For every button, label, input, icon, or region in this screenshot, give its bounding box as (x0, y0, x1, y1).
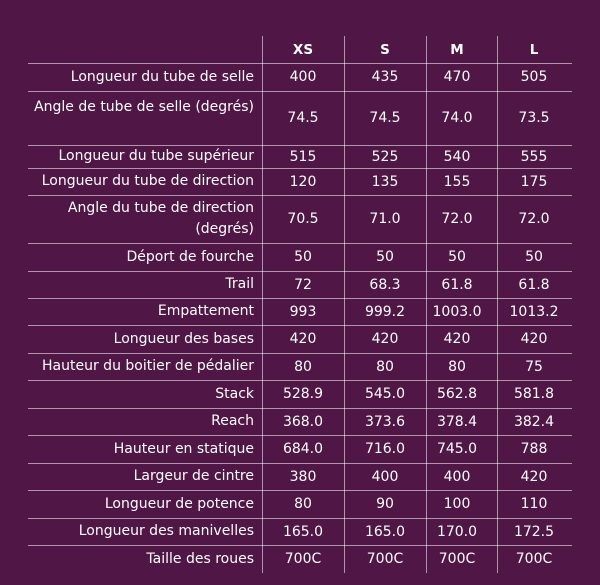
row-label: Longueur du tube de direction (41, 173, 254, 189)
cell-s: 700C (366, 551, 404, 567)
cell-m: 1003.0 (432, 303, 482, 320)
cell-s: 68.3 (369, 276, 401, 293)
cell-l: 700C (515, 551, 553, 567)
column-header-xs: XS (292, 42, 314, 58)
row-label: Taille des roues (146, 550, 254, 567)
cell-m: 745.0 (436, 441, 478, 457)
cell-m: 80 (448, 358, 466, 375)
cell-xs: 368.0 (282, 413, 324, 430)
cell-l: 420 (520, 331, 548, 347)
row-label: Longueur du tube supérieur (58, 148, 254, 164)
row-label: Largeur de cintre (133, 468, 254, 484)
cell-s: 420 (371, 331, 399, 347)
cell-xs: 400 (289, 69, 317, 85)
row-divider (28, 168, 572, 169)
row-label: Angle de tube de selle (degrés) (34, 99, 254, 115)
row-divider (28, 408, 572, 409)
cell-xs: 70.5 (287, 211, 319, 227)
cell-m: 400 (443, 468, 471, 485)
cell-m: 61.8 (441, 276, 473, 293)
cell-xs: 80 (294, 358, 312, 375)
cell-m: 470 (443, 69, 471, 85)
row-label: Déport de fourche (126, 248, 254, 265)
row-label: Angle du tube de direction (degrés) (67, 200, 254, 237)
row-label: Reach (211, 413, 254, 429)
cell-l: 555 (520, 148, 548, 165)
row-divider (28, 435, 572, 436)
row-label: Hauteur en statique (113, 440, 254, 457)
cell-m: 74.0 (441, 110, 473, 126)
row-label: Longueur du tube de selle (70, 68, 254, 85)
row-divider (28, 463, 572, 464)
cell-s: 373.6 (364, 413, 406, 430)
row-divider (28, 518, 572, 519)
row-label: Longueur des bases (113, 330, 254, 347)
cell-xs: 700C (284, 551, 322, 567)
cell-xs: 74.5 (287, 110, 319, 126)
cell-xs: 72 (294, 276, 312, 293)
cell-l: 172.5 (513, 523, 555, 540)
cell-l: 175 (520, 173, 548, 190)
cell-m: 540 (443, 148, 471, 165)
cell-s: 716.0 (364, 441, 406, 457)
cell-l: 382.4 (513, 413, 555, 430)
cell-s: 545.0 (364, 386, 406, 402)
cell-s: 525 (371, 148, 399, 165)
cell-l: 50 (525, 249, 543, 265)
cell-xs: 420 (289, 331, 317, 347)
cell-m: 700C (438, 551, 476, 567)
row-divider (28, 490, 572, 491)
row-label: Longueur des manivelles (78, 523, 254, 539)
cell-m: 50 (448, 249, 466, 265)
cell-xs: 50 (294, 249, 312, 265)
cell-xs: 515 (289, 148, 317, 165)
cell-m: 155 (443, 173, 471, 190)
column-header-s: S (380, 42, 390, 58)
cell-l: 505 (520, 69, 548, 85)
row-divider (28, 91, 572, 92)
cell-l: 61.8 (518, 276, 550, 293)
cell-m: 100 (443, 496, 471, 512)
row-divider (28, 325, 572, 326)
cell-m: 378.4 (436, 413, 478, 430)
cell-s: 80 (376, 358, 394, 375)
cell-xs: 380 (289, 468, 317, 485)
cell-m: 72.0 (441, 211, 473, 227)
row-divider (28, 63, 572, 64)
cell-s: 400 (371, 468, 399, 485)
cell-s: 71.0 (369, 211, 401, 227)
cell-m: 562.8 (436, 386, 478, 402)
cell-l: 420 (520, 468, 548, 485)
row-divider (28, 243, 572, 244)
cell-xs: 684.0 (282, 441, 324, 457)
cell-l: 75 (525, 358, 543, 375)
row-divider (28, 271, 572, 272)
row-label: Stack (215, 385, 254, 402)
cell-xs: 80 (294, 496, 312, 512)
cell-s: 435 (371, 69, 399, 85)
cell-l: 581.8 (513, 386, 555, 402)
cell-s: 74.5 (369, 110, 401, 126)
cell-m: 170.0 (436, 523, 478, 540)
row-label: Hauteur du boitier de pédalier (42, 358, 254, 374)
row-divider (28, 195, 572, 196)
cell-s: 90 (376, 496, 394, 512)
row-label: Longueur de potence (104, 495, 254, 512)
cell-xs: 993 (289, 303, 317, 320)
cell-xs: 528.9 (282, 386, 324, 402)
cell-l: 72.0 (518, 211, 550, 227)
cell-s: 50 (376, 249, 394, 265)
cell-s: 135 (371, 173, 399, 190)
row-label: Trail (225, 276, 254, 292)
row-label: Empattement (157, 303, 254, 319)
cell-l: 73.5 (518, 110, 550, 126)
cell-xs: 165.0 (282, 523, 324, 540)
column-header-m: M (450, 42, 464, 58)
cell-s: 999.2 (364, 303, 406, 320)
row-divider (28, 353, 572, 354)
cell-xs: 120 (289, 173, 317, 190)
column-header-l: L (529, 42, 539, 58)
cell-m: 420 (443, 331, 471, 347)
cell-l: 110 (520, 496, 548, 512)
row-divider (28, 545, 572, 546)
cell-l: 1013.2 (509, 303, 559, 320)
row-divider (28, 298, 572, 299)
cell-l: 788 (520, 441, 548, 457)
row-divider (28, 380, 572, 381)
cell-s: 165.0 (364, 523, 406, 540)
